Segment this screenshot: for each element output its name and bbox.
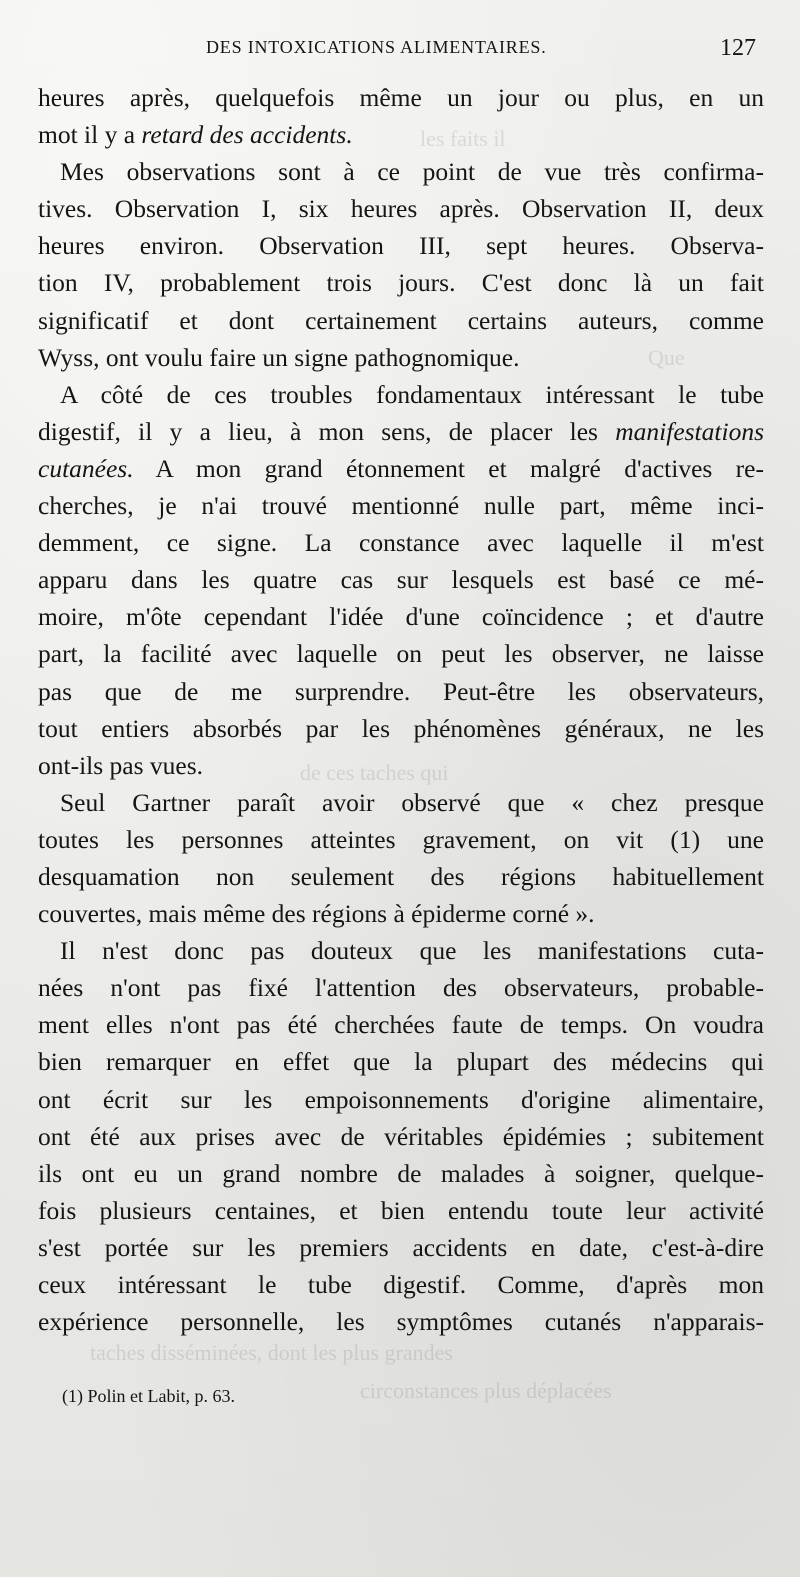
text-line: nées n'ont pas fixé l'attention des observateurs, probable-: [38, 973, 764, 1003]
text-line: cherches, je n'ai trouvé mentionné nulle part, même inci-: [38, 491, 764, 521]
paragraph-start: Mes observations sont à ce point de vue très confirma-: [60, 157, 764, 187]
text-line: apparu dans les quatre cas sur lesquels est basé ce mé-: [38, 565, 764, 595]
text-segment: digestif, il y a lieu, à mon sens, de placer les: [38, 416, 616, 446]
paragraph-start: Seul Gartner paraît avoir observé que « chez presque: [60, 787, 764, 817]
text-line: part, la facilité avec laquelle on peut les observer, ne laisse: [38, 639, 764, 669]
text-line: s'est portée sur les premiers accidents en date, c'est-à-dire: [38, 1232, 764, 1262]
text-line: demment, ce signe. La constance avec laquelle il m'est: [38, 528, 764, 558]
text-line: ont été aux prises avec de véritables épidémies ; subitement: [38, 1121, 764, 1151]
running-head: [38, 35, 764, 71]
text-line: moire, m'ôte cependant l'idée d'une coïncidence ; et d'autre: [38, 602, 764, 632]
text-line: Wyss, ont voulu faire un signe pathognomique.: [38, 342, 520, 372]
text-line: significatif et dont certainement certains auteurs, comme: [38, 305, 764, 335]
body-text: [38, 79, 764, 1339]
footnote: (1) Polin et Labit, p. 63.: [62, 1386, 235, 1406]
text-line: desquamation non seulement des régions habituellement: [38, 861, 764, 891]
text-line: tives. Observation I, six heures après. Observation II, deux: [38, 194, 764, 224]
italic-phrase: cutanées.: [38, 453, 134, 483]
italic-phrase: retard des accidents.: [141, 120, 353, 150]
bleed-through-text: de ces taches qui: [300, 760, 449, 785]
text-line: tion IV, probablement trois jours. C'est donc là un fait: [38, 268, 764, 298]
text-segment: mot il y a: [38, 120, 142, 150]
text-line: ment elles n'ont pas été cherchées faute de temps. On voudra: [38, 1010, 764, 1040]
text-line: ont écrit sur les empoisonnements d'origine alimentaire,: [38, 1084, 764, 1114]
text-segment: A mon grand étonnement et malgré d'actives re-: [133, 453, 764, 483]
bleed-through-text: Que: [648, 345, 685, 370]
bleed-through-text: taches disséminées, dont les plus grandes: [90, 1340, 453, 1365]
text-line: ont-ils pas vues.: [38, 750, 204, 780]
text-line: tout entiers absorbés par les phénomènes généraux, ne les: [38, 713, 764, 743]
text-line: heures après, quelquefois même un jour ou plus, en un: [38, 83, 764, 112]
text-line: ils ont eu un grand nombre de malades à soigner, quelque-: [38, 1158, 764, 1188]
text-line: ceux intéressant le tube digestif. Comme, d'après mon: [38, 1270, 764, 1299]
text-line: expérience personnelle, les symptômes cutanés n'apparais-: [38, 1307, 764, 1337]
paragraph-start: A côté de ces troubles fondamentaux intéressant le tube: [60, 379, 764, 409]
text-line: toutes les personnes atteintes gravement, on vit (1) une: [38, 824, 764, 854]
bleed-through-text: les faits il: [420, 126, 506, 151]
text-line: heures environ. Observation III, sept heures. Observa-: [38, 231, 764, 261]
page-number: 127: [720, 35, 756, 61]
bleed-through-text: circonstances plus déplacées: [360, 1378, 612, 1403]
text-line: couvertes, mais même des régions à épiderme corné ».: [38, 899, 595, 929]
text-line: [38, 413, 764, 450]
text-line: bien remarquer en effet que la plupart des médecins qui: [38, 1047, 764, 1077]
italic-phrase: manifestations: [615, 416, 764, 446]
text-line: [38, 450, 764, 487]
paragraph-start: Il n'est donc pas douteux que les manifestations cuta-: [60, 936, 764, 966]
running-title: DES INTOXICATIONS ALIMENTAIRES.: [206, 37, 547, 57]
text-line: fois plusieurs centaines, et bien entendu toute leur activité: [38, 1195, 764, 1225]
text-line: pas que de me surprendre. Peut-être les observateurs,: [38, 676, 764, 706]
text-line: [38, 116, 764, 153]
